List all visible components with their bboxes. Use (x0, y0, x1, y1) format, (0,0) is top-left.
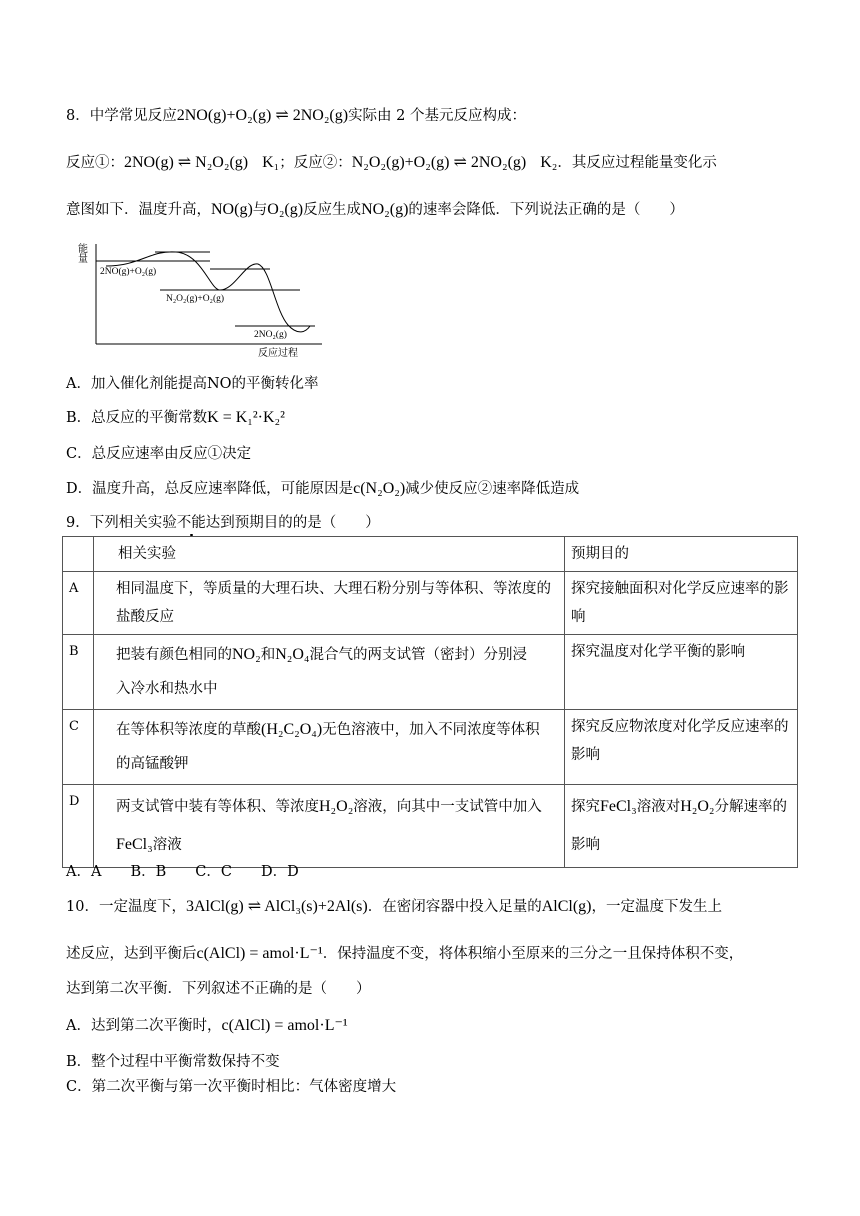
table-row (63, 635, 798, 710)
table-row (63, 572, 798, 635)
q8-line3-c: 反应生成 (303, 202, 362, 218)
row-d-text-c: 溶液 (152, 837, 182, 853)
q8-line-3 (66, 198, 684, 219)
q10-line-2 (66, 942, 743, 963)
q8-line2-tail: ．其反应过程能量变化示 (557, 155, 717, 171)
q8-option-d-equation: c(N₂O₂) (353, 480, 406, 497)
q9-stem-a: 9．下列相关实验 (66, 515, 177, 531)
q8-option-b (66, 406, 285, 427)
row-c-formula: (H₂C₂O₄) (261, 721, 323, 738)
row-d-h2o2: H₂O₂ (319, 798, 354, 815)
q10-l2-a: 述反应，达到平衡后 (66, 946, 197, 962)
header-experiment: 相关实验 (94, 537, 565, 572)
level3-label: 2NO₂(g) (254, 330, 287, 340)
q10-alcl: AlCl(g) (541, 898, 592, 915)
q10-option-c: C．第二次平衡与第一次平衡时相比：气体密度增大 (66, 1079, 397, 1095)
q10-line-1 (66, 895, 722, 916)
row-goal: 探究接触面积对化学反应速率的影响 (565, 572, 798, 635)
q10-l1-b: ．在密闭容器中投入足量的 (367, 899, 542, 915)
level1-label: 2NO(g)+O₂(g) (100, 267, 157, 277)
q8-line-2 (66, 151, 717, 172)
q8-line3-d: 的速率会降低．下列说法正确的是（ ） (408, 202, 684, 218)
q10-l1-a: 10．一定温度下， (66, 899, 186, 915)
row-label: C (63, 710, 94, 785)
row-label: A (63, 572, 94, 635)
q10-option-a (66, 1014, 348, 1035)
row-label: D (63, 785, 94, 868)
row-c-text-b: 无色溶液中，加入不同浓度等体积 (322, 722, 540, 738)
row-d-goal-h2o2: H₂O₂ (680, 798, 715, 815)
header-goal: 预期目的 (565, 537, 798, 572)
row-experiment (94, 710, 565, 785)
row-experiment (94, 635, 565, 710)
header-blank-cell (63, 537, 94, 572)
row-d-goal-c: 分解速率的影响 (571, 799, 787, 853)
q8-line-1 (66, 104, 526, 125)
row-goal (565, 785, 798, 868)
q8-option-c: C．总反应速率由反应①决定 (66, 446, 252, 462)
table-row (63, 785, 798, 868)
q8-option-b-equation: K = K₁²·K₂² (207, 409, 285, 426)
q10-l2-b: ．保持温度不变，将体积缩小至原来的三分之一且保持体积不变， (322, 946, 744, 962)
q8-no2-formula: NO₂(g) (361, 201, 409, 218)
q10-option-a-equation: c(AlCl) = amol·L⁻¹ (221, 1017, 348, 1034)
q8-option-b-text: B．总反应的平衡常数 (66, 410, 208, 426)
y-axis-label-2: 量 (78, 254, 88, 265)
row-experiment: 相同温度下，等质量的大理石块、大理石粉分别与等体积、等浓度的盐酸反应 (94, 572, 565, 635)
x-axis-label: 反应过程 (258, 348, 298, 359)
q8-intro-equation: 2NO(g)+O₂(g) ⇌ 2NO₂(g) (176, 107, 349, 124)
row-b-no2: NO₂ (232, 646, 261, 663)
q10-option-a-text: A．达到第二次平衡时， (66, 1018, 222, 1034)
q10-equation: 3AlCl(g) ⇌ AlCl₃(s)+2Al(s) (185, 898, 368, 915)
row-d-goal-fecl3: FeCl₃ (600, 798, 637, 815)
q8-o2-formula: O₂(g) (267, 201, 304, 218)
q8-option-d (66, 477, 579, 498)
row-label: B (63, 635, 94, 710)
row-experiment (94, 785, 565, 868)
q8-intro-a: 8．中学常见反应 (66, 108, 177, 124)
y-axis-label-1: 能 (78, 244, 88, 255)
q9-stem (66, 511, 380, 532)
q9-table (62, 536, 798, 868)
row-b-text-a: 把装有颜色相同的 (116, 647, 232, 663)
q8-option-a: A．加入催化剂能提高NO的平衡转化率 (66, 376, 319, 392)
row-d-text-b: 溶液，向其中一支试管中加入 (353, 799, 542, 815)
q8-k1: K₁ (262, 154, 280, 171)
q10-line-3: 达到第二次平衡．下列叙述不正确的是（ ） (66, 981, 371, 997)
table-header-row (63, 537, 798, 572)
row-goal: 探究温度对化学平衡的影响 (565, 635, 798, 710)
q8-r1-equation: 2NO(g) ⇌ N₂O₂(g) (124, 154, 249, 171)
q8-option-d-a: D．温度升高，总反应速率降低，可能原因是 (66, 481, 354, 497)
row-d-fecl3: FeCl₃ (116, 836, 153, 853)
q8-option-d-b: 减少使反应②速率降低造成 (405, 481, 580, 497)
q8-no-formula: NO(g) (211, 201, 253, 218)
row-b-text-c: 入冷水和热水中 (116, 681, 218, 697)
q8-r2-equation: N₂O₂(g)+O₂(g) ⇌ 2NO₂(g) (351, 154, 527, 171)
q8-r2-label: ；反应②： (279, 155, 352, 171)
row-c-text-a: 在等体积等浓度的草酸 (116, 722, 261, 738)
row-d-goal-b: 溶液对 (636, 799, 681, 815)
q8-line3-b: 与 (252, 202, 268, 218)
q10-l1-c: ，一定温度下发生上 (591, 899, 723, 915)
level2-label: N₂O₂(g)+O₂(g) (166, 294, 225, 304)
row-d-text-a: 两支试管中装有等体积、等浓度 (116, 799, 319, 815)
q8-k2: K₂ (540, 154, 558, 171)
row-b-n2o4: N₂O₄ (275, 646, 310, 663)
energy-curve (106, 252, 310, 332)
q9-stem-b: 达到预期目的的是（ ） (205, 515, 380, 531)
table-row (63, 710, 798, 785)
q8-intro-b: 实际由 2 个基元反应构成： (348, 108, 527, 124)
row-b-text-b: 混合气的两支试管（密封）分别浸 (309, 647, 527, 663)
row-goal: 探究反应物浓度对化学反应速率的影响 (565, 710, 798, 785)
row-c-text-c: 的高锰酸钾 (116, 756, 189, 772)
energy-diagram (70, 240, 330, 360)
q8-r1-label: 反应①： (66, 155, 124, 171)
q8-line3-a: 意图如下．温度升高， (66, 202, 211, 218)
row-b-and: 和 (260, 647, 276, 663)
row-d-goal-a: 探究 (571, 799, 600, 815)
q10-concentration: c(AlCl) = amol·L⁻¹ (196, 945, 323, 962)
q10-option-b: B．整个过程中平衡常数保持不变 (66, 1054, 280, 1070)
q9-stem-emphasis: 不能 (176, 515, 206, 531)
q9-answers: A．A B．B C．C D．D (66, 864, 299, 880)
